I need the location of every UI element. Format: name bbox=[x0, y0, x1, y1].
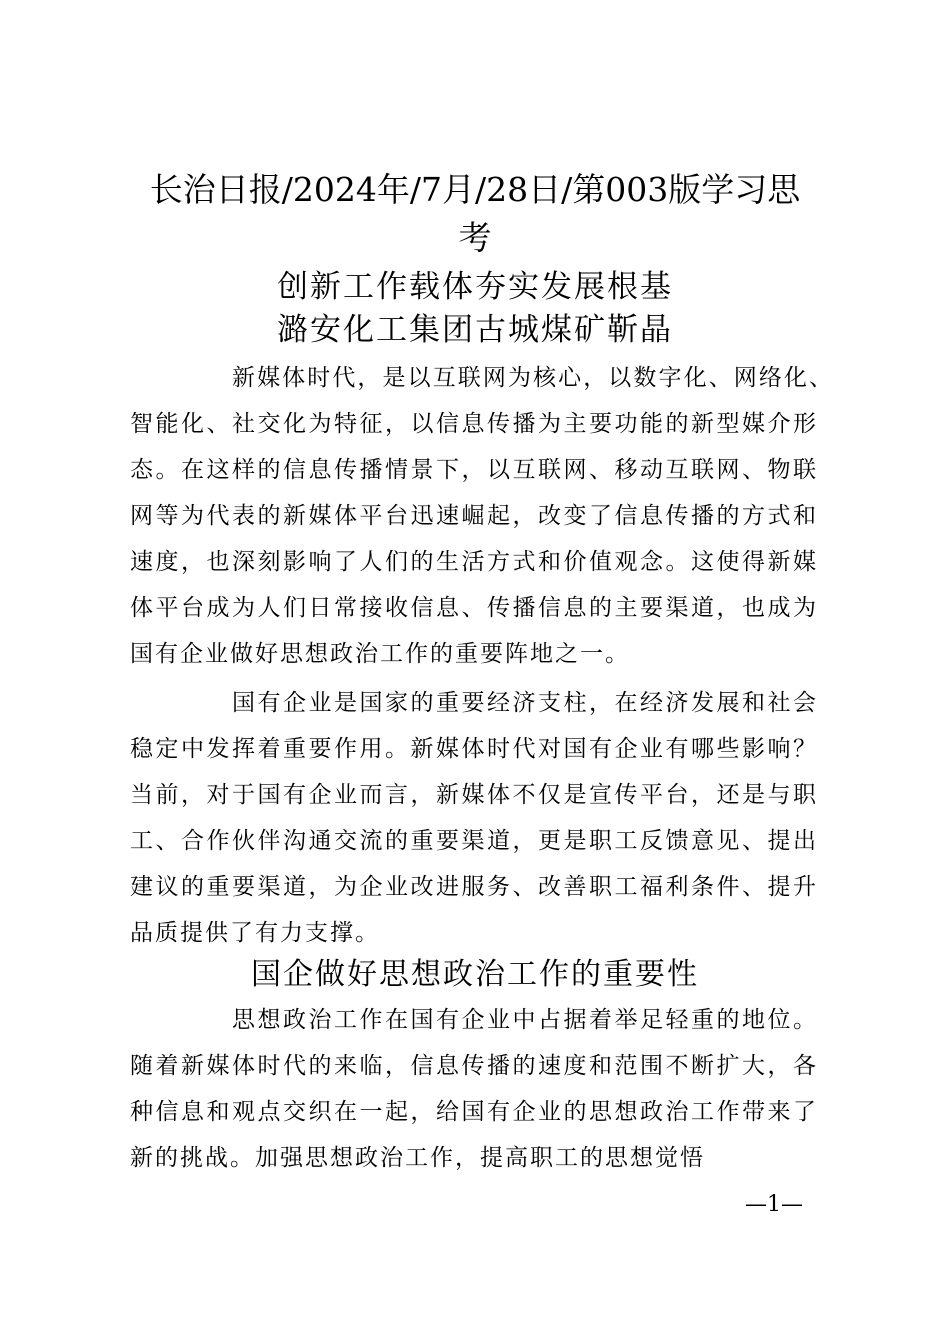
text-line: 品质提供了有力支撑。 bbox=[130, 920, 380, 946]
paragraph-2 bbox=[130, 680, 816, 956]
section-heading: 国企做好思想政治工作的重要性 bbox=[251, 957, 699, 992]
text-line: 稳定中发挥着重要作用。新媒体时代对国有企业有哪些影响？ bbox=[130, 736, 816, 762]
paragraph-3 bbox=[130, 997, 816, 1181]
text-line: 智能化、社交化为特征，以信息传播为主要功能的新型媒介形 bbox=[130, 411, 816, 437]
text-line: 国有企业做好思想政治工作的重要阵地之一。 bbox=[130, 641, 630, 667]
text-line: 新媒体时代，是以互联网为核心，以数字化、网络化、 bbox=[232, 365, 832, 391]
text-line: 速度，也深刻影响了人们的生活方式和价值观念。这使得新媒 bbox=[130, 549, 816, 575]
document-title: 长治日报/2024年/7月/28日/第003版学习思 bbox=[149, 170, 801, 209]
article-title: 创新工作载体夯实发展根基 bbox=[277, 269, 673, 305]
text-line: 思想政治工作在国有企业中占据着举足轻重的地位。 bbox=[232, 1007, 816, 1033]
text-line: 国有企业是国家的重要经济支柱，在经济发展和社会 bbox=[232, 690, 816, 716]
document-title-continued: 考 bbox=[458, 218, 492, 257]
text-line: 建议的重要渠道，为企业改进服务、改善职工福利条件、提升 bbox=[130, 874, 816, 900]
text-line: 种信息和观点交织在一起，给国有企业的思想政治工作带来了 bbox=[130, 1099, 816, 1125]
text-line: 工、合作伙伴沟通交流的重要渠道，更是职工反馈意见、提出 bbox=[130, 828, 816, 854]
text-line: 新的挑战。加强思想政治工作，提高职工的思想觉悟 bbox=[130, 1145, 705, 1171]
text-line: 体平台成为人们日常接收信息、传播信息的主要渠道，也成为 bbox=[130, 595, 816, 621]
text-line: 随着新媒体时代的来临，信息传播的速度和范围不断扩大，各 bbox=[130, 1053, 816, 1079]
text-line: 态。在这样的信息传播情景下，以互联网、移动互联网、物联 bbox=[130, 457, 816, 483]
paragraph-1 bbox=[130, 355, 832, 677]
author-line: 潞安化工集团古城煤矿靳晶 bbox=[277, 312, 673, 348]
text-line: 当前，对于国有企业而言，新媒体不仅是宣传平台，还是与职 bbox=[130, 782, 816, 808]
text-line: 网等为代表的新媒体平台迅速崛起，改变了信息传播的方式和 bbox=[130, 503, 816, 529]
page-number: —1— bbox=[745, 1192, 803, 1217]
